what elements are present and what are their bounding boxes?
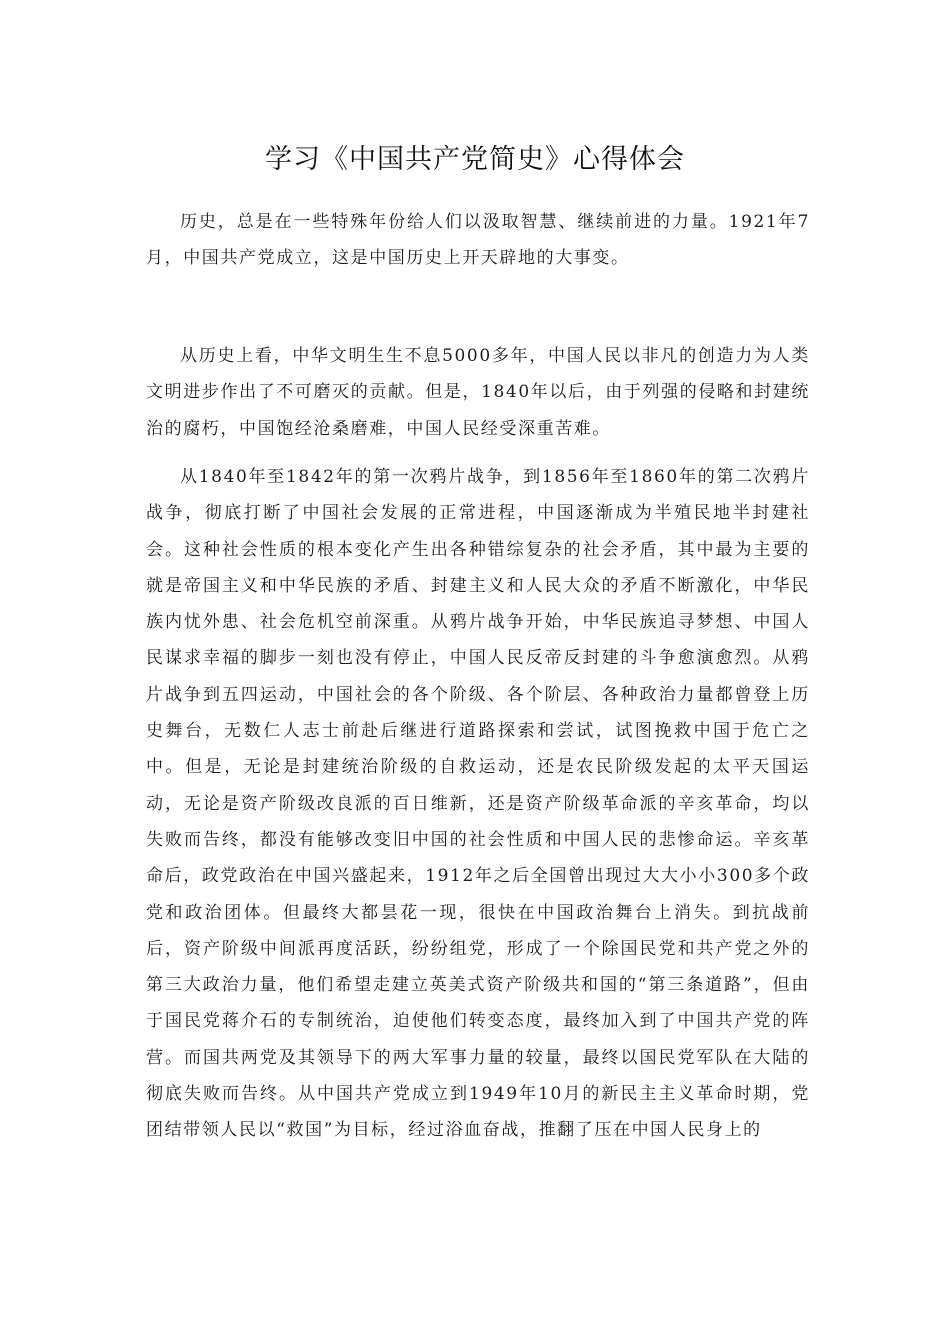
paragraph-3: 从1840年至1842年的第一次鸦片战争，到1856年至1860年的第二次鸦片战争，彻底打断了中国社会发展的正常进程，中国逐渐成为半殖民地半封建社会。这种社会性质的根本变化产生出各种错综复杂的社会矛盾，其中最为主要的就是帝国主义和中华民族的矛盾、封建主义和人民大众的矛盾不断激化，中华民族内忧外患、社会危机空前深重。从鸦片战争开始，中华民族追寻梦想、中国人民谋求幸福的脚步一刻也没有停止，中国人民反帝反封建的斗争愈演愈烈。从鸦片战争到五四运动，中国社会的各个阶级、各个阶层、各种政治力量都曾登上历史舞台，无数仁人志士前赴后继进行道路探索和尝试，试图挽救中国于危亡之中。但是，无论是封建统治阶级的自救运动，还是农民阶级发起的太平天国运动，无论是资产阶级改良派的百日维新，还是资产阶级革命派的辛亥革命，均以失败而告终，都没有能够改变旧中国的社会性质和中国人民的悲惨命运。辛亥革命后，政党政治在中国兴盛起来，1912年之后全国曾出现过大大小小300多个政党和政治团体。但最终大都昙花一现，很快在中国政治舞台上消失。到抗战前后，资产阶级中间派再度活跃，纷纷组党，形成了一个除国民党和共产党之外的第三大政治力量，他们希望走建立英美式资产阶级共和国的“第三条道路”，但由于国民党蒋介石的专制统治，迫使他们转变态度，最终加入到了中国共产党的阵营。而国共两党及其领导下的两大军事力量的较量，最终以国民党军队在大陆的彻底失败而告终。从中国共产党成立到1949年10月的新民主主义革命时期，党团结带领人民以“救国”为目标，经过浴血奋战，推翻了压在中国人民身上的 xyxy=(146,467,810,1141)
document-title: 学习《中国共产党简史》心得体会 xyxy=(265,144,685,175)
paragraph-1: 历史，总是在一些特殊年份给人们以汲取智慧、继续前进的力量。1921年7月，中国共产党成立，这是中国历史上开天辟地的大事变。 xyxy=(146,212,810,269)
paragraph-2: 从历史上看，中华文明生生不息5000多年，中国人民以非凡的创造力为人类文明进步作出了不可磨灭的贡献。但是，1840年以后，由于列强的侵略和封建统治的腐朽，中国饱经沧桑磨难，中国人民经受深重苦难。 xyxy=(146,346,810,439)
